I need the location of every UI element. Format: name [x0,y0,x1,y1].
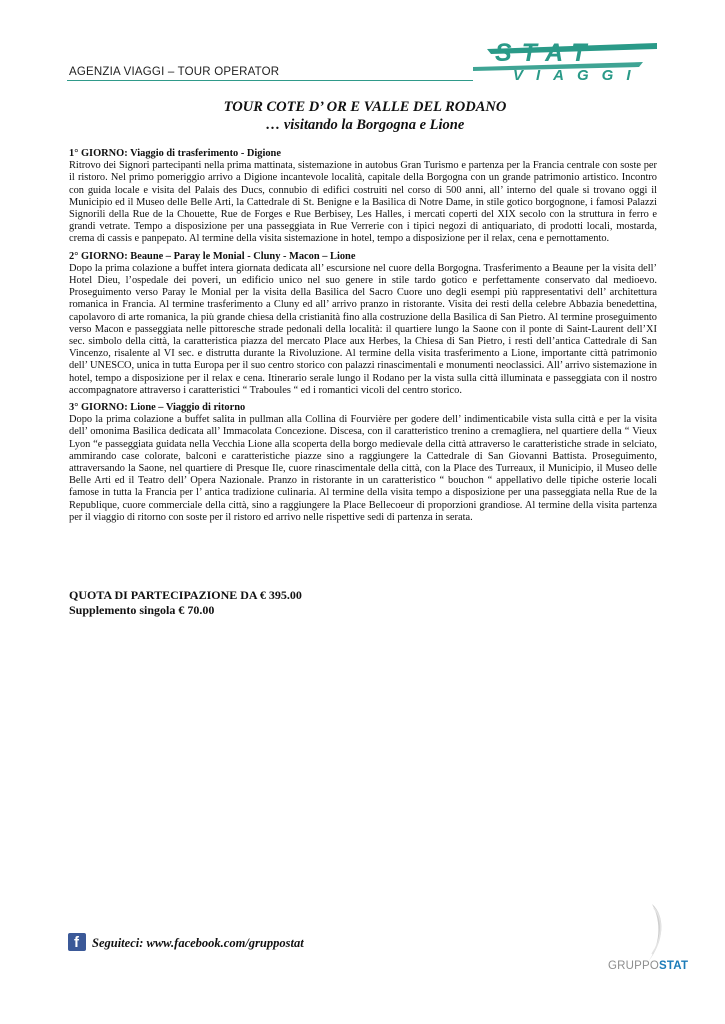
day-3 [69,402,657,524]
header-divider [67,80,473,81]
itinerary [69,148,657,529]
day-2-heading: 2° GIORNO: Beaune – Paray le Monial - Cluny - Macon – Lione [69,250,356,262]
facebook-link[interactable]: Seguiteci: www.facebook.com/gruppostat [92,936,304,950]
price-quota: QUOTA DI PARTECIPAZIONE DA € 395.00 [69,588,302,602]
price-supplement: Supplemento singola € 70.00 [69,603,215,617]
gruppo-text-part2: STAT [659,960,689,972]
day-1 [69,148,657,246]
facebook-icon[interactable] [68,933,86,951]
facebook-glyph: f [74,934,79,951]
day-1-text: Ritrovo dei Signori partecipanti nella prima mattinata, sistemazione in autobus Gran Turismo e partenza per la Francia centrale con soste per il ristoro. Nel primo pomeriggio arrivo a Digione incantevole località, capitale della Borgogna con un grande patrimonio artistico. Incontro con guida locale e visita del Palais des Ducs, connubio di edifici costruiti nel corso di 500 anni, all’ interno del quale si trovano oggi il Municipio ed il Museo delle Belle Arti, la Cattedrale di St. Benigne e la Basilica di Notre Dame, in stile gotico borgognone, i famosi Palazzi Signorili della Rue de la Chouette, Rue de Forges e Rue Berbisey, Les Halles, i mercati coperti del XIX secolo con la struttura in ferro e grandi vetrate. Tempo a disposizione per una passeggiata in Rue Verrerie con i tipici negozi di antiquariato, di prodotti locali, mostarda, crema di cassis e panpepato. Al termine della visita sistemazione in hotel, tempo a disposizione per il relax, cena e pernottamento. [69,160,657,245]
gruppo-text-part1: GRUPPO [608,960,660,972]
tour-subtitle: … visitando la Borgogna e Lione [265,117,465,133]
day-3-heading: 3° GIORNO: Lione – Viaggio di ritorno [69,402,246,414]
day-2-text: Dopo la prima colazione a buffet intera giornata dedicata all’ escursione nel cuore della Borgogna. Trasferimento a Beaune per la visita dell’ Hotel Dieu, l’ospedale dei poveri, un edificio unico nel suo genere in stile tardo gotico e perfettamente conservato dal medioevo. Proseguimento verso Paray le Monial per la visita della Basilica del Sacro Cuore uno degli esempi più rappresentativi dell’ architettura romanica in Francia. Al termine trasferimento a Cluny ed all’ arrivo pranzo in ristorante. Visita dei resti della celebre Abbazia benedettina, capolavoro di arte romanica, la più grande chiesa della cristianità fino alla costruzione della Basilica di San Pietro. Al termine proseguimento verso Macon e passeggiata nelle pittoresche strade pedonali della località: il quartiere lungo la Saone con il ponte di Saint-Laurent dell’XI sec. simbolo della città, la caratteristica piazza del mercato Place aux Herbes, la Chiesa di San Pietro, i resti dell’antica Cattedrale di San Vincenzo, risalente al VI sec. e distrutta durante la Rivoluzione. Al termine della visita trasferimento a Lione, importante città patrimonio dell’ UNESCO, unica in tutta Europa per il suo centro storico con palazzi rinascimentali e monumenti neoclassici. All’ arrivo sistemazione in hotel, tempo a disposizione per il relax e cena. Itinerario serale lungo il Rodano per la vista sulla città illuminata e passeggiata con il nostro accompagnatore attraverso i caratteristici “ Traboules “ ed i romantici vicoli del centro storico. [69,262,657,396]
day-2 [69,251,657,397]
logo-viaggi-text: VIAGGI [513,67,644,81]
logo-stat-text: STAT [495,39,597,67]
tour-title: TOUR COTE D’ OR E VALLE DEL RODANO [223,99,507,115]
gruppo-stat-logo [608,960,688,972]
stat-viaggi-logo [473,37,657,81]
price-block [69,588,302,618]
day-3-text: Dopo la prima colazione a buffet salita in pullman alla Collina di Fourvière per godere dell’ indimenticabile vista sulla città e per la visita dell’ omonima Basilica dedicata all’ Immacolata Concezione. Discesa, con il caratteristico trenino a cremagliera, nel quartiere della “ Vieux Lyon “e passeggiata guidata nella Vecchia Lione alla scoperta della borgo medievale della città attraverso le caratteristiche strade in selciato, ammirando case colorate, balconi e caratteristiche piazze sino a raggiungere la Cattedrale di San Giovanni Battista. Proseguimento, attraversando la Saone, nel quartiere di Presque Ile, cuore rinascimentale della città, con la Place des Turreaux, il Municipio, il Museo delle Belle Arti ed il Teatro dell’ Opera Nazionale. Pranzo in ristorante in un caratteristico “ bouchon “ appellativo delle tipiche osterie locali famose in tutta la Francia per l’ antica tradizione culinaria. Al termine della visita tempo a disposizione per una passeggiata nella Rue de la Republique, cuore commerciale della città, sino a raggiungere la Place Bellecoeur di proporzioni grandiose. Al termine della visita partenza per il viaggio di ritorno con soste per il ristoro ed arrivo nelle rispettive sedi di partenza in serata. [69,414,657,523]
day-1-heading: 1° GIORNO: Viaggio di trasferimento - Digione [69,148,281,159]
title-block [60,98,670,134]
agency-header: AGENZIA VIAGGI – TOUR OPERATOR [69,66,280,78]
